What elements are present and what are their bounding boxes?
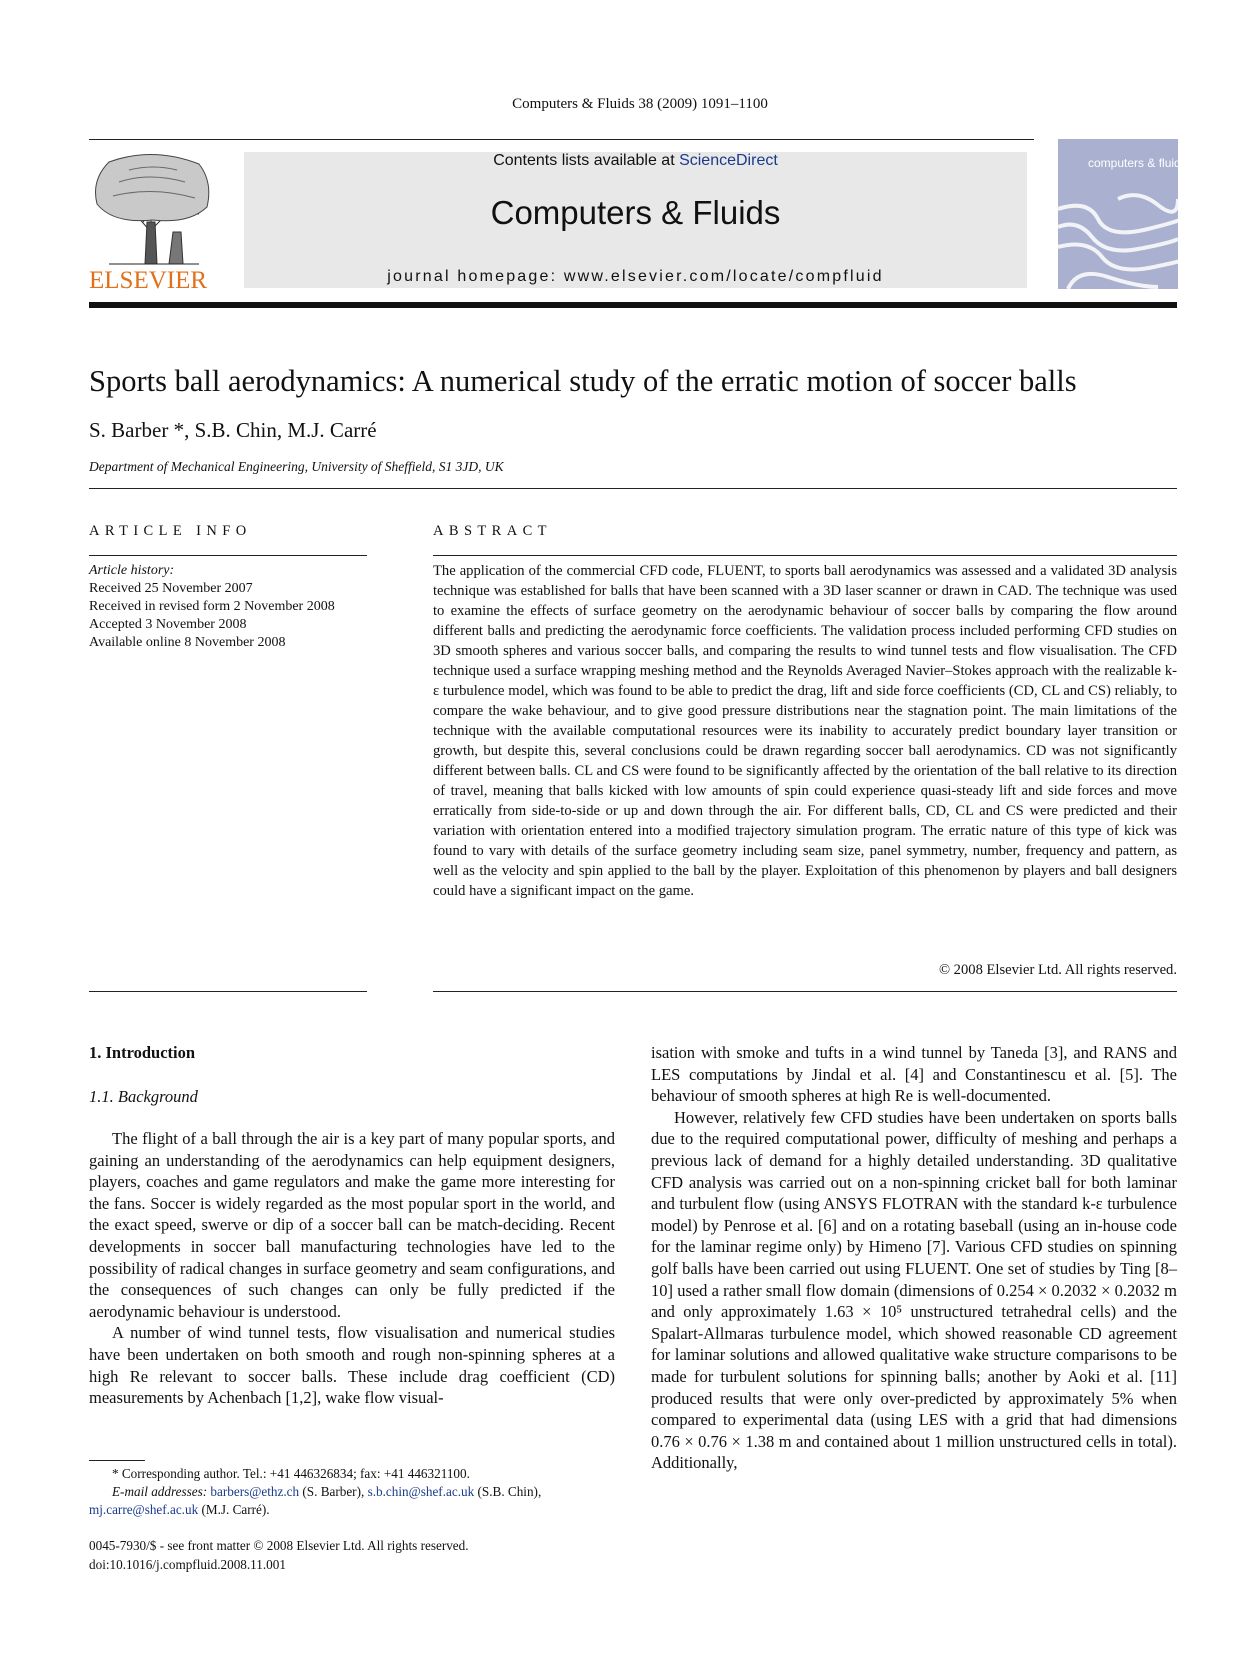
email-owner: (S. Barber), (299, 1484, 368, 1499)
history-item: Accepted 3 November 2008 (89, 617, 247, 632)
footnote (89, 1465, 615, 1519)
rule (433, 991, 1177, 992)
email-label: E-mail addresses: (112, 1484, 211, 1499)
rule (89, 488, 1177, 489)
email-link[interactable]: s.b.chin@shef.ac.uk (367, 1484, 475, 1499)
subsection-heading: 1.1. Background (89, 1087, 198, 1106)
body-column-left (89, 1128, 615, 1409)
article-affiliation: Department of Mechanical Engineering, University of Sheffield, S1 3JD, UK (89, 459, 504, 474)
elsevier-wordmark: ELSEVIER (89, 267, 208, 292)
history-item: Available online 8 November 2008 (89, 635, 286, 650)
body-paragraph: isation with smoke and tufts in a wind tunnel by Taneda [3], and RANS and LES computations by Jindal et al. [4] and Constantinescu et al. [5]. The behaviour of smooth spheres at high Re is well-documented. (651, 1043, 1177, 1106)
journal-cover (1058, 139, 1178, 289)
journal-banner (244, 152, 1027, 288)
abstract-text: The application of the commercial CFD code, FLUENT, to sports ball aerodynamics was assessed and a validated 3D analysis technique was established for balls that have been scanned with a 3D laser scanner or drawn in CAD. The technique was used to examine the effects of surface geometry on the aerodynamic behaviour of soccer balls by comparing the flow around different balls and predicting the aerodynamic force coefficients. The validation process included performing CFD studies on 3D smooth spheres and various soccer balls, and comparing the results to wind tunnel tests and flow visualisation. The CFD technique used a surface wrapping meshing method and the Reynolds Averaged Navier–Stokes approach with the realizable k-ε turbulence model, which was found to be able to predict the drag, lift and side force coefficients (CD, CL and CS) reliably, to compare the wake behaviour, and to give good pressure distributions near the stagnation point. The main limitations of the technique with the available computational resources were its inability to accurately predict boundary layer transition or growth, but despite this, several conclusions could be drawn regarding soccer ball aerodynamics. CD was not significantly different between balls. CL and CS were found to be significantly affected by the orientation of the ball relative to its direction of travel, meaning that balls kicked with low amounts of spin could experience quasi-steady lift and side forces and move erratically from side-to-side or up and down through the air. For different balls, CD, CL and CS were predicted and their variation with orientation entered into a modified trajectory simulation program. The erratic nature of this type of kick was found to vary with details of the surface geometry including seam size, panel symmetry, number, frequency and pattern, as well as the velocity and spin applied to the ball by the player. Exploitation of this phenomenon by players and ball designers could have a significant impact on the game. (433, 563, 1177, 899)
cover-title: computers & fluids (1088, 156, 1178, 170)
cover-swirl-icon (1058, 139, 1178, 289)
issn-line: 0045-7930/$ - see front matter © 2008 Elsevier Ltd. All rights reserved. (89, 1538, 469, 1553)
article-authors: S. Barber *, S.B. Chin, M.J. Carré (89, 418, 377, 442)
top-rule (89, 139, 1034, 140)
history-label: Article history: (89, 563, 175, 578)
body-column-right (651, 1042, 1177, 1474)
email-link[interactable]: mj.carre@shef.ac.uk (89, 1502, 199, 1517)
email-line (89, 1501, 615, 1519)
body-paragraph: A number of wind tunnel tests, flow visualisation and numerical studies have been undertaken on both smooth and rough non-spinning spheres at a high Re relevant to soccer balls. These include drag coefficient (CD) measurements by Achenbach [1,2], wake flow visual- (89, 1323, 615, 1408)
abstract-copyright: © 2008 Elsevier Ltd. All rights reserved. (938, 962, 1177, 978)
section-heading: 1. Introduction (89, 1043, 196, 1062)
footnote-rule (89, 1460, 145, 1461)
article-title: Sports ball aerodynamics: A numerical study of the erratic motion of soccer balls (89, 364, 1077, 398)
history-item: Received in revised form 2 November 2008 (89, 599, 335, 614)
journal-homepage[interactable]: journal homepage: www.elsevier.com/locate/compfluid (387, 268, 884, 285)
journal-name: Computers & Fluids (490, 194, 781, 231)
journal-reference: Computers & Fluids 38 (2009) 1091–1100 (512, 96, 768, 112)
history-item: Received 25 November 2007 (89, 581, 253, 596)
abstract-heading: ABSTRACT (433, 523, 552, 539)
contents-line (244, 152, 1027, 170)
email-owner: (M.J. Carré). (198, 1502, 270, 1517)
doi-line[interactable]: doi:10.1016/j.compfluid.2008.11.001 (89, 1556, 286, 1572)
email-owner: (S.B. Chin), (474, 1484, 542, 1499)
email-link[interactable]: barbers@ethz.ch (210, 1484, 300, 1499)
rule (433, 555, 1177, 556)
header-thick-rule (89, 302, 1177, 308)
article-history (89, 562, 335, 652)
body-paragraph: The flight of a ball through the air is a key part of many popular sports, and gaining an understanding of the aerodynamics can help equipment designers, players, coaches and game regulators and make the game more interesting for the fans. Soccer is widely regarded as the most popular sport in the world, and the exact speed, swerve or dip of a soccer ball can be match-deciding. Recent developments in soccer ball manufacturing technologies have led to the possibility of radical changes in surface geometry and seam configurations, and the consequences of such changes can only be fully predicted if the aerodynamic behaviour is understood. (89, 1129, 615, 1321)
contents-prefix: Contents lists available at (493, 152, 680, 169)
tree-logo-icon (89, 152, 217, 292)
elsevier-logo (89, 152, 217, 292)
article-info-heading: ARTICLE INFO (89, 523, 252, 539)
body-paragraph: However, relatively few CFD studies have been undertaken on sports balls due to the required computational power, difficulty of meshing and perhaps a previous lack of demand for a highly detailed understanding. 3D qualitative CFD analysis was carried out on a non-spinning cricket ball for both laminar and turbulent flow (using ANSYS FLOTRAN with the standard k-ε turbulence model) by Penrose et al. [6] and on a rotating baseball (using an in-house code for the laminar regime only) by Himeno [7]. Various CFD studies on spinning golf balls have been carried out using FLUENT. One set of studies by Ting [8–10] used a rather small flow domain (dimensions of 0.254 × 0.2032 × 0.2032 m and only approximately 1.63 × 10⁵ unstructured tetrahedral cells) and the Spalart-Allmaras turbulence model, which showed reasonable CD agreement for laminar solutions and allowed qualitative wake structure comparisons to be made for turbulent solutions for spinning balls; another by Aoki et al. [11] produced results that were only over-predicted by approximately 5% when compared to experimental data (using LES with a grid that had dimensions 0.76 × 0.76 × 1.38 m and contained about 1 million unstructured cells in total). Additionally, (651, 1107, 1177, 1473)
sciencedirect-link[interactable]: ScienceDirect (679, 152, 778, 169)
front-matter-info (89, 1537, 469, 1574)
email-line (89, 1483, 615, 1501)
rule (89, 555, 367, 556)
rule (89, 991, 367, 992)
corresponding-author-note: * Corresponding author. Tel.: +41 446326834; fax: +41 446321100. (112, 1466, 470, 1481)
